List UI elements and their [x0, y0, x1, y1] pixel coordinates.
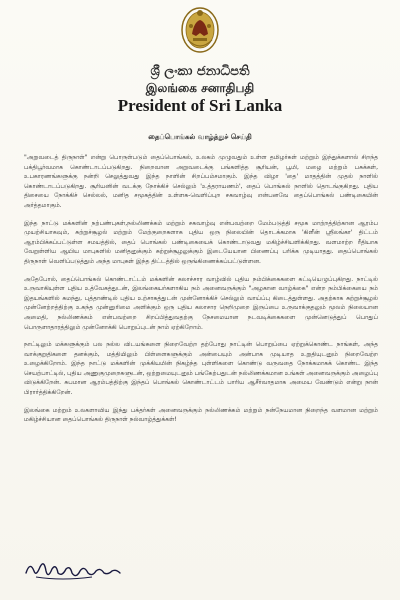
paragraph: அதேபோல், தைப்பொங்கல் கொண்டாட்டம் மக்களின் கலாச்சார வாழ்வில் புதிய நம்பிக்கைகளை கட்டியெழுப்புகிறது. நாட்டில் உருவாகியுள்ள புதிய உத்வேகத்துடன், இலங்கையர்களாகிய நம் அனைவருக்கும் "அழகான வாழ்க்கை" என்ற நம்பிக்கையை நம் இதயங்களில் சுமந்து, புத்தாண்டில் புதிய உற்சாகத்துடன் முன்னோக்கிச் செல்லும் வாய்ப்பு கிடைத்துள்ளது. அதற்காக சுற்றுச்சூழல் முன்னேற்றத்திற்கு உகந்த முன்னுரிமை அளிக்கும் ஒரு புதிய கலாசார நெறிமுறை இருப்பை உருவாக்குதலும் மூலம் நிலையான அமைதி, நல்லிணக்கம் என்பவற்றை சிறப்பித்துவதற்கு நேசமையான நடவடிக்கைகளை முன்னெடுத்துப் பொதுப் பொருளாதாரத்திலும் முன்னோக்கி பொறுப்புடன் நாம் ஏற்கிறோம்.: [24, 275, 378, 331]
title-tamil: இலங்கை சனாதிபதி: [145, 81, 255, 95]
title-english: President of Sri Lanka: [117, 96, 283, 115]
paragraph: இந்த நாட்டு மக்களின் நற்பண்புகள்,நல்லிணக்கம் மற்றும் சகவாழ்வு என்பவற்றை மேம்படுத்தி சமூக மாற்றத்திற்கான ஆரம்ப முயற்சியாகவும், சுற்றுச்சூழல் மற்றும் மேற்குறைகளாக புதிய ஒரு நிலையின் தொடக்கமாக 'கிளீன் ஸ்ரீலங்கா' திட்டம் ஆரம்பிக்கப்பட்டுள்ள சமயத்தில், தைப் பொங்கல் பண்டிகையைக் கொண்டாடுவது மகிழ்ச்சியளிக்கிறது. வளமாற்ற ரீதியாக வேறுள்ளிய ஆயிய மாபுகளில் மனிதனுக்கும் சுற்றுச்சூழலுக்கும் இடையேயான பிணைப்பு பரிக்க முடியாதது. தைப்பொங்கல் திருநாள் வெளிப்படுத்தும் அந்த மாபுகள் இந்த திட்டத்தில் ஒருங்கிணைக்கப்பட்டுள்ளன.: [24, 219, 378, 265]
signature-image: [22, 555, 142, 585]
title-sinhala: ශ්‍රී ලංකා ජනාධිපති: [150, 64, 250, 79]
message-subject: தைப்பொங்கல் வாழ்த்துச் செய்தி: [148, 133, 252, 141]
sri-lanka-emblem-icon: [180, 6, 220, 54]
paragraph: நாட்டிலும் மக்களுக்கும் பல நல்ல விடயங்களை நிறைவேற்ற தற்போது நாட்டின் பொறுப்பை ஏற்றுக்கொண்ட நாங்கள், அந்த வாக்குறுதிகளை தனக்கும், மத்தியிலும் பிள்ளைகளுக்கும் அன்பையும் அன்பாக முடியாத உறுதியுடனும் நிறைவேற்ற உழைக்கிறோம். இந்த நாட்டு மக்களின் முக்கியமின் நிகழ்ந்த புள்ளிகளை கொண்டு வருவதை நோக்கமாகக் கொண்ட இந்த செயற்பாட்டில், புதிய அணுகுமுறைகளுடன், ஒற்றுமையுடனும் பங்கேற்பதுடன் நல்லிணக்கமான உங்கள் அனைவருக்கும் அழைப்பு விடுக்கிறேன். சுபமான ஆரம்பத்திற்கு இந்தப் பொங்கல் கொண்டாட்டம் பாரிய ஆசீர்வாதமாக அமைய வேண்டும் என்று நான் பிரார்த்திக்கிறேன்.: [24, 341, 378, 397]
paragraph: இலங்கை மற்றும் உலகளாவிய இந்து பக்தர்கள் அனைவருக்கும் நல்லிணக்கம் மற்றும் நன்நேயமான நிறைந்த வளமான மற்றும் மகிழ்ச்சியான தைப்பொங்கல் திருநாள் நல்வாழ்த்துக்கள்!: [24, 406, 378, 424]
message-body: [24, 153, 378, 433]
paragraph: "அறுவடைத் திருநாள்" என்று பொருள்படும் தைப்பொங்கல், உலகம் முழுவதும் உள்ள தமிழர்கள் மற்றும் இந்துக்களால் சிறந்த பக்திபூர்வமாக கொண்டாடப்படுகிறது. நிறைவான அறுவடைக்கு பங்களித்த சூரியன், பூமி, மழை மற்றும் பசுக்கள், உபகாரணங்களுக்கு நன்றி செலுத்துவது இந்த நாளின் சிறப்பம்சமாகும். இந்த விழா 'தை' மாதத்தின் முதல் நாளில் கொண்டாடப்படுகிறது. சூரியனின் வடக்கு நோக்கிச் செல்லும் 'உத்தராயணம்', தைப் பொங்கல் நாளில் தொடங்குகிறது. புதிய திசையை நோக்கிச் செல்லல், மனித சமூகத்தின் உள்ளக-வெளிப்புற சகவாழ்வு என்பனவே தைப்பொங்கல் பண்டிகையின் அர்த்தமாகும்.: [24, 154, 378, 209]
letterhead: [0, 64, 400, 116]
